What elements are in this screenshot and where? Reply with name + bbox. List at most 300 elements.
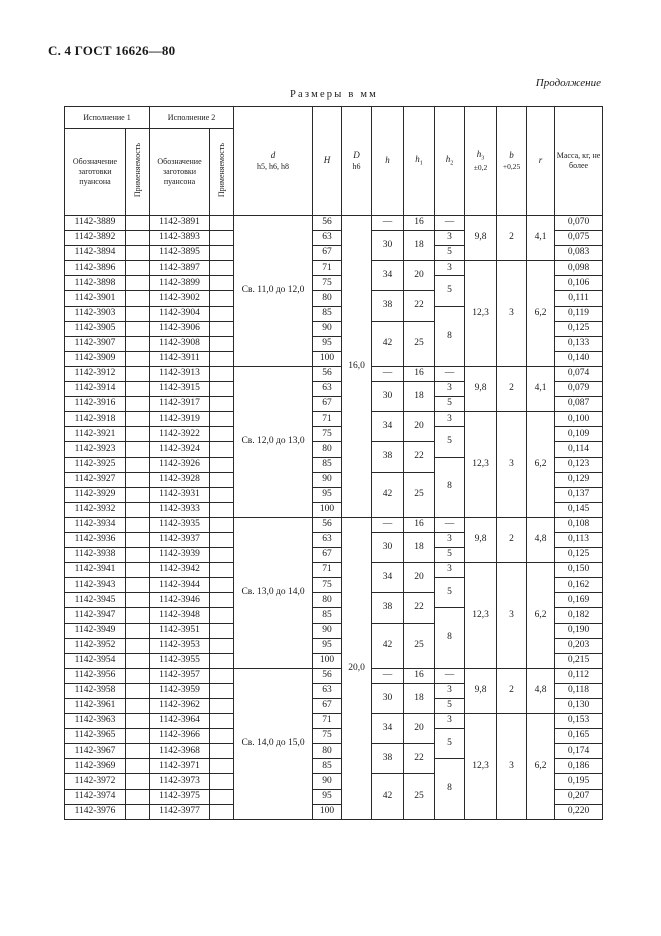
designation-1-cell: 1142-3947 — [65, 608, 126, 623]
H-cell: 80 — [313, 593, 342, 608]
h2-cell: — — [435, 517, 465, 532]
mass-header: Масса, кг, не более — [555, 107, 603, 216]
applicability-1-cell — [126, 261, 150, 276]
mass-cell: 0,100 — [555, 412, 603, 427]
table-row — [65, 366, 603, 381]
continuation-note: Продолжение — [535, 77, 601, 89]
H-cell: 90 — [313, 623, 342, 638]
h2-cell: — — [435, 366, 465, 381]
mass-cell: 0,098 — [555, 261, 603, 276]
designation-1-cell: 1142-3921 — [65, 427, 126, 442]
designation-1-cell: 1142-3892 — [65, 231, 126, 246]
H-cell: 85 — [313, 759, 342, 774]
h-cell: 34 — [372, 412, 404, 442]
h1-cell: 20 — [404, 412, 435, 442]
mass-cell: 0,140 — [555, 351, 603, 366]
H-cell: 80 — [313, 291, 342, 306]
designation-1-cell: 1142-3976 — [65, 804, 126, 819]
mass-cell: 0,162 — [555, 578, 603, 593]
H-cell: 90 — [313, 774, 342, 789]
applicability-1-cell — [126, 744, 150, 759]
H-cell: 100 — [313, 653, 342, 668]
h2-cell: 8 — [435, 759, 465, 819]
H-cell: 75 — [313, 276, 342, 291]
h2-cell: 5 — [435, 427, 465, 457]
applicability-2-cell — [210, 457, 234, 472]
h1-cell: 18 — [404, 683, 435, 713]
h1-cell: 25 — [404, 623, 435, 668]
designation-1-cell: 1142-3898 — [65, 276, 126, 291]
h1-cell: 16 — [404, 517, 435, 532]
designation-1-cell: 1142-3958 — [65, 683, 126, 698]
h2-subscript: 2 — [450, 160, 454, 167]
h3-cell: 9,8 — [465, 517, 497, 562]
applicability-2-cell — [210, 593, 234, 608]
designation-1-cell: 1142-3969 — [65, 759, 126, 774]
H-cell: 67 — [313, 246, 342, 261]
b-cell: 2 — [497, 668, 527, 713]
designation-1-cell: 1142-3963 — [65, 714, 126, 729]
designation-1-cell: 1142-3965 — [65, 729, 126, 744]
applicability-1-label: Применяемость — [132, 143, 142, 198]
h2-cell: 5 — [435, 578, 465, 608]
applicability-1-cell — [126, 487, 150, 502]
h2-header — [435, 107, 465, 216]
applicability-2-cell — [210, 502, 234, 517]
applicability-1-cell — [126, 789, 150, 804]
r-cell: 6,2 — [527, 563, 555, 669]
mass-cell: 0,125 — [555, 321, 603, 336]
designation-1-cell: 1142-3936 — [65, 532, 126, 547]
designation-2-cell: 1142-3939 — [150, 548, 210, 563]
h-cell: 34 — [372, 714, 404, 744]
applicability-2-cell — [210, 412, 234, 427]
h-cell: — — [372, 366, 404, 381]
H-cell: 71 — [313, 563, 342, 578]
h-cell: 34 — [372, 563, 404, 593]
mass-cell: 0,087 — [555, 397, 603, 412]
h1-cell: 25 — [404, 321, 435, 366]
designation-1-cell: 1142-3903 — [65, 306, 126, 321]
H-cell: 67 — [313, 548, 342, 563]
h-cell: 30 — [372, 382, 404, 412]
applicability-2-cell — [210, 608, 234, 623]
designation-2-cell: 1142-3913 — [150, 366, 210, 381]
applicability-2-cell — [210, 216, 234, 231]
H-cell: 80 — [313, 744, 342, 759]
applicability-2-cell — [210, 623, 234, 638]
h1-cell: 16 — [404, 668, 435, 683]
designation-1-cell: 1142-3932 — [65, 502, 126, 517]
h1-subscript: 1 — [419, 160, 423, 167]
h3-cell: 9,8 — [465, 668, 497, 713]
D-header — [342, 107, 372, 216]
H-cell: 100 — [313, 804, 342, 819]
H-cell: 80 — [313, 442, 342, 457]
applicability-1-cell — [126, 351, 150, 366]
mass-cell: 0,083 — [555, 246, 603, 261]
applicability-2-cell — [210, 276, 234, 291]
h-cell: 34 — [372, 261, 404, 291]
mass-cell: 0,114 — [555, 442, 603, 457]
applicability-2-cell — [210, 714, 234, 729]
applicability-2-cell — [210, 351, 234, 366]
designation-1-cell: 1142-3912 — [65, 366, 126, 381]
designation-2-cell: 1142-3917 — [150, 397, 210, 412]
H-cell: 75 — [313, 729, 342, 744]
h3-tolerance: ±0,2 — [473, 163, 488, 173]
designation-2-cell: 1142-3928 — [150, 472, 210, 487]
H-cell: 85 — [313, 306, 342, 321]
applicability-1-cell — [126, 427, 150, 442]
applicability-1-cell — [126, 472, 150, 487]
h1-cell: 22 — [404, 593, 435, 623]
mass-cell: 0,203 — [555, 638, 603, 653]
table-row — [65, 261, 603, 276]
applicability-2-cell — [210, 744, 234, 759]
h2-cell: 3 — [435, 412, 465, 427]
applicability-2-cell — [210, 306, 234, 321]
mass-cell: 0,207 — [555, 789, 603, 804]
h2-symbol: h — [445, 153, 451, 164]
H-cell: 56 — [313, 668, 342, 683]
designation-1-cell: 1142-3909 — [65, 351, 126, 366]
applicability-1-cell — [126, 608, 150, 623]
mass-cell: 0,079 — [555, 382, 603, 397]
designation-1-cell: 1142-3929 — [65, 487, 126, 502]
applicability-2-cell — [210, 578, 234, 593]
designation-2-cell: 1142-3966 — [150, 729, 210, 744]
designation-1-cell: 1142-3967 — [65, 744, 126, 759]
h-symbol: h — [385, 155, 390, 166]
h-cell: — — [372, 517, 404, 532]
mass-cell: 0,075 — [555, 231, 603, 246]
applicability-2-cell — [210, 759, 234, 774]
D-cell: 16,0 — [342, 216, 372, 518]
h-cell: 30 — [372, 231, 404, 261]
applicability-2-cell — [210, 668, 234, 683]
h2-cell: 5 — [435, 397, 465, 412]
applicability-2-cell — [210, 532, 234, 547]
applicability-2-cell — [210, 789, 234, 804]
applicability-1-cell — [126, 683, 150, 698]
H-cell: 95 — [313, 789, 342, 804]
H-cell: 67 — [313, 397, 342, 412]
applicability-1-cell — [126, 306, 150, 321]
mass-cell: 0,186 — [555, 759, 603, 774]
applicability-1-cell — [126, 457, 150, 472]
designation-2-cell: 1142-3919 — [150, 412, 210, 427]
designation-2-cell: 1142-3891 — [150, 216, 210, 231]
mass-cell: 0,074 — [555, 366, 603, 381]
h3-cell: 12,3 — [465, 261, 497, 367]
applicability-1-cell — [126, 412, 150, 427]
applicability-1-cell — [126, 729, 150, 744]
applicability-2-cell — [210, 729, 234, 744]
h2-cell: 3 — [435, 563, 465, 578]
designation-2-cell: 1142-3971 — [150, 759, 210, 774]
H-symbol: H — [323, 155, 331, 166]
applicability-1-cell — [126, 548, 150, 563]
h3-cell: 9,8 — [465, 216, 497, 261]
applicability-2-cell — [210, 548, 234, 563]
h2-cell: 3 — [435, 683, 465, 698]
r-cell: 6,2 — [527, 261, 555, 367]
designation-1-cell: 1142-3923 — [65, 442, 126, 457]
applicability-2-header — [210, 129, 234, 216]
H-cell: 85 — [313, 457, 342, 472]
mass-cell: 0,130 — [555, 699, 603, 714]
mass-cell: 0,070 — [555, 216, 603, 231]
applicability-1-cell — [126, 774, 150, 789]
h-cell: — — [372, 668, 404, 683]
d-range-cell: Св. 11,0 до 12,0 — [234, 216, 313, 367]
designation-1-cell: 1142-3914 — [65, 382, 126, 397]
h-cell: 38 — [372, 442, 404, 472]
designation-2-cell: 1142-3942 — [150, 563, 210, 578]
mass-cell: 0,195 — [555, 774, 603, 789]
h2-cell: 3 — [435, 382, 465, 397]
H-cell: 95 — [313, 336, 342, 351]
designation-2-cell: 1142-3964 — [150, 714, 210, 729]
h2-cell: 3 — [435, 261, 465, 276]
applicability-1-cell — [126, 653, 150, 668]
designation-2-cell: 1142-3953 — [150, 638, 210, 653]
mass-cell: 0,108 — [555, 517, 603, 532]
applicability-1-cell — [126, 442, 150, 457]
h-cell: 30 — [372, 532, 404, 562]
applicability-1-cell — [126, 366, 150, 381]
b-cell: 2 — [497, 216, 527, 261]
applicability-1-cell — [126, 231, 150, 246]
h1-cell: 22 — [404, 744, 435, 774]
h2-cell: 5 — [435, 699, 465, 714]
r-cell: 4,1 — [527, 366, 555, 411]
H-cell: 56 — [313, 517, 342, 532]
designation-1-cell: 1142-3918 — [65, 412, 126, 427]
designation-2-cell: 1142-3977 — [150, 804, 210, 819]
h1-cell: 22 — [404, 442, 435, 472]
designation-2-cell: 1142-3962 — [150, 699, 210, 714]
designation-1-cell: 1142-3974 — [65, 789, 126, 804]
designation-1-cell: 1142-3894 — [65, 246, 126, 261]
page-header: С. 4 ГОСТ 16626—80 — [48, 43, 176, 58]
r-cell: 4,1 — [527, 216, 555, 261]
H-cell: 100 — [313, 502, 342, 517]
designation-1-cell: 1142-3952 — [65, 638, 126, 653]
designation-1-cell: 1142-3941 — [65, 563, 126, 578]
mass-cell: 0,129 — [555, 472, 603, 487]
d-range-cell: Св. 14,0 до 15,0 — [234, 668, 313, 819]
applicability-1-cell — [126, 578, 150, 593]
r-cell: 6,2 — [527, 412, 555, 518]
d-tolerance: h5, h6, h8 — [257, 161, 290, 171]
designation-2-cell: 1142-3951 — [150, 623, 210, 638]
h1-cell: 16 — [404, 366, 435, 381]
H-cell: 67 — [313, 699, 342, 714]
designation-2-cell: 1142-3975 — [150, 789, 210, 804]
h3-cell: 12,3 — [465, 714, 497, 820]
d-range-cell: Св. 13,0 до 14,0 — [234, 517, 313, 668]
applicability-2-cell — [210, 382, 234, 397]
table-row — [65, 216, 603, 231]
mass-cell: 0,153 — [555, 714, 603, 729]
applicability-1-cell — [126, 699, 150, 714]
applicability-1-cell — [126, 321, 150, 336]
h3-subscript: 3 — [481, 155, 485, 162]
applicability-2-cell — [210, 653, 234, 668]
designation-2-cell: 1142-3935 — [150, 517, 210, 532]
H-cell: 85 — [313, 608, 342, 623]
designation-2-cell: 1142-3904 — [150, 306, 210, 321]
D-cell: 20,0 — [342, 517, 372, 819]
designation-2-cell: 1142-3933 — [150, 502, 210, 517]
table-body — [65, 216, 603, 820]
applicability-2-cell — [210, 442, 234, 457]
d-range-cell: Св. 12,0 до 13,0 — [234, 366, 313, 517]
h3-header — [465, 107, 497, 216]
applicability-2-cell — [210, 472, 234, 487]
H-cell: 71 — [313, 714, 342, 729]
h1-cell: 25 — [404, 774, 435, 819]
designation-2-cell: 1142-3897 — [150, 261, 210, 276]
h2-cell: 5 — [435, 276, 465, 306]
mass-cell: 0,182 — [555, 608, 603, 623]
designation-1-cell: 1142-3943 — [65, 578, 126, 593]
table-row — [65, 668, 603, 683]
mass-cell: 0,150 — [555, 563, 603, 578]
h1-cell: 22 — [404, 291, 435, 321]
applicability-1-cell — [126, 532, 150, 547]
applicability-1-cell — [126, 336, 150, 351]
mass-cell: 0,215 — [555, 653, 603, 668]
H-header — [313, 107, 342, 216]
designation-2-cell: 1142-3893 — [150, 231, 210, 246]
h1-cell: 20 — [404, 563, 435, 593]
h1-symbol: h — [415, 153, 420, 164]
h3-cell: 12,3 — [465, 563, 497, 669]
H-cell: 100 — [313, 351, 342, 366]
applicability-2-cell — [210, 487, 234, 502]
applicability-1-cell — [126, 593, 150, 608]
H-cell: 63 — [313, 532, 342, 547]
H-cell: 63 — [313, 382, 342, 397]
designation-1-cell: 1142-3954 — [65, 653, 126, 668]
applicability-2-cell — [210, 638, 234, 653]
mass-cell: 0,220 — [555, 804, 603, 819]
designation-2-cell: 1142-3908 — [150, 336, 210, 351]
designation-2-header: Обозначение заготовки пуансона — [150, 129, 210, 216]
applicability-1-cell — [126, 397, 150, 412]
b-header — [497, 107, 527, 216]
H-cell: 90 — [313, 321, 342, 336]
H-cell: 75 — [313, 578, 342, 593]
applicability-2-cell — [210, 291, 234, 306]
H-cell: 71 — [313, 412, 342, 427]
applicability-1-cell — [126, 714, 150, 729]
applicability-1-cell — [126, 291, 150, 306]
h-cell: — — [372, 216, 404, 231]
mass-cell: 0,125 — [555, 548, 603, 563]
designation-1-cell: 1142-3956 — [65, 668, 126, 683]
mass-cell: 0,111 — [555, 291, 603, 306]
applicability-1-cell — [126, 623, 150, 638]
applicability-1-cell — [126, 638, 150, 653]
designation-1-cell: 1142-3949 — [65, 623, 126, 638]
designation-2-cell: 1142-3937 — [150, 532, 210, 547]
designation-1-cell: 1142-3896 — [65, 261, 126, 276]
H-cell: 63 — [313, 231, 342, 246]
b-cell: 2 — [497, 517, 527, 562]
D-symbol: D — [353, 150, 360, 161]
applicability-1-cell — [126, 502, 150, 517]
applicability-1-cell — [126, 382, 150, 397]
r-cell: 4,8 — [527, 517, 555, 562]
H-cell: 95 — [313, 638, 342, 653]
applicability-2-cell — [210, 261, 234, 276]
H-cell: 90 — [313, 472, 342, 487]
applicability-2-label: Применяемость — [216, 143, 226, 198]
mass-cell: 0,133 — [555, 336, 603, 351]
mass-cell: 0,174 — [555, 744, 603, 759]
applicability-2-cell — [210, 336, 234, 351]
designation-2-cell: 1142-3957 — [150, 668, 210, 683]
applicability-2-cell — [210, 231, 234, 246]
h1-cell: 20 — [404, 261, 435, 291]
table-row — [65, 517, 603, 532]
d-symbol: d — [270, 150, 276, 161]
designation-1-cell: 1142-3945 — [65, 593, 126, 608]
b-symbol: b — [509, 150, 514, 161]
designation-1-cell: 1142-3889 — [65, 216, 126, 231]
designation-1-cell: 1142-3938 — [65, 548, 126, 563]
applicability-1-cell — [126, 563, 150, 578]
h2-cell: 8 — [435, 457, 465, 517]
designation-1-cell: 1142-3905 — [65, 321, 126, 336]
applicability-2-cell — [210, 321, 234, 336]
h2-cell: 3 — [435, 532, 465, 547]
h2-cell: 5 — [435, 729, 465, 759]
d-header — [234, 107, 313, 216]
designation-2-cell: 1142-3968 — [150, 744, 210, 759]
h3-cell: 12,3 — [465, 412, 497, 518]
applicability-2-cell — [210, 683, 234, 698]
mass-cell: 0,123 — [555, 457, 603, 472]
r-header — [527, 107, 555, 216]
applicability-2-cell — [210, 517, 234, 532]
designation-1-cell: 1142-3934 — [65, 517, 126, 532]
b-tolerance: +0,25 — [502, 161, 521, 171]
mass-cell: 0,118 — [555, 683, 603, 698]
mass-cell: 0,113 — [555, 532, 603, 547]
mass-cell: 0,145 — [555, 502, 603, 517]
dimensions-table — [64, 106, 603, 820]
h1-header — [404, 107, 435, 216]
h1-cell: 20 — [404, 714, 435, 744]
H-cell: 56 — [313, 366, 342, 381]
table-row — [65, 714, 603, 729]
h1-cell: 18 — [404, 532, 435, 562]
designation-1-cell: 1142-3972 — [65, 774, 126, 789]
b-cell: 3 — [497, 412, 527, 518]
designation-2-cell: 1142-3915 — [150, 382, 210, 397]
applicability-2-cell — [210, 246, 234, 261]
applicability-2-cell — [210, 774, 234, 789]
applicability-2-cell — [210, 699, 234, 714]
designation-2-cell: 1142-3911 — [150, 351, 210, 366]
b-cell: 3 — [497, 563, 527, 669]
mass-cell: 0,190 — [555, 623, 603, 638]
